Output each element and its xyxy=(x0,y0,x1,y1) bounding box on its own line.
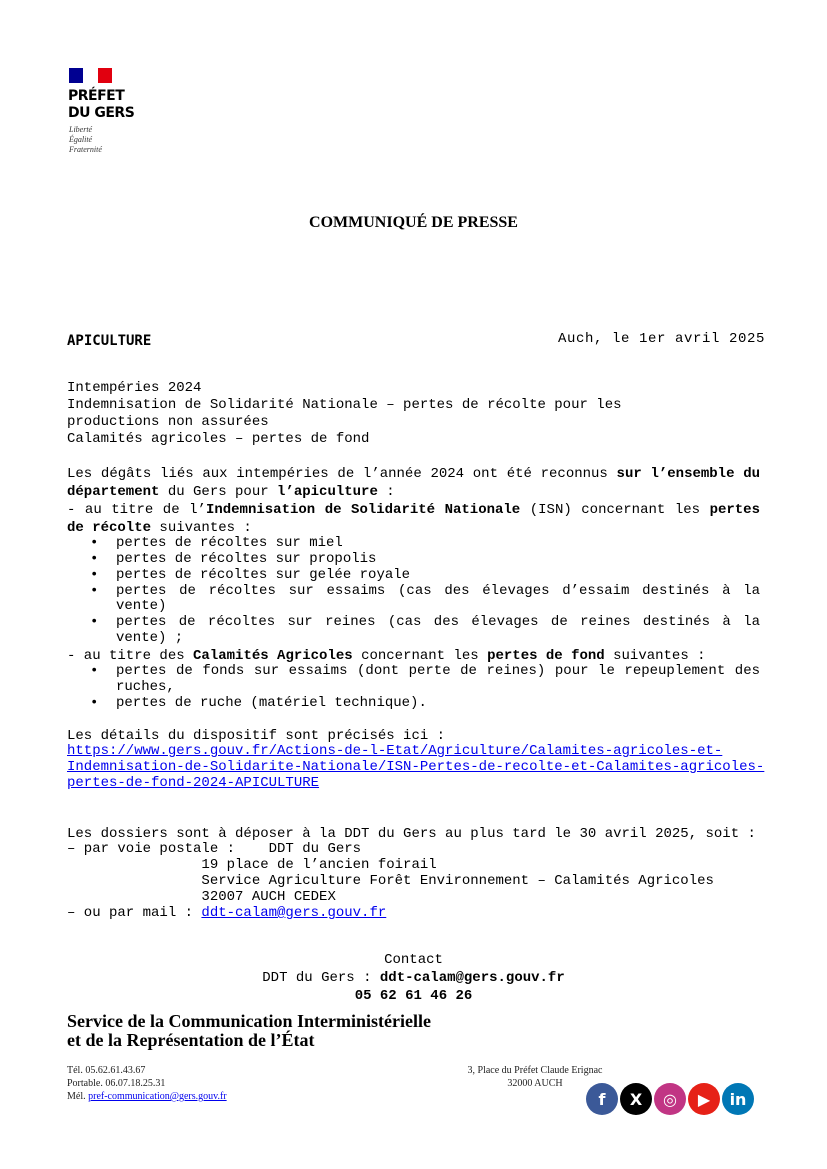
bullet-icon: • xyxy=(90,614,99,630)
bold-text: pertes de fond xyxy=(487,648,605,664)
text-segment: - au titre de l’ xyxy=(67,502,206,518)
bullet-icon: • xyxy=(90,695,99,711)
text-segment: pertes de récoltes sur gelée royale xyxy=(116,567,411,583)
text-segment: pertes de récoltes sur miel xyxy=(116,535,343,551)
address-line: 3, Place du Préfet Claude Erignac xyxy=(467,1065,603,1076)
text-segment: productions non assurées xyxy=(67,414,269,430)
footer-email-link[interactable]: pref-communication@gers.gouv.fr xyxy=(88,1091,227,1102)
footer-mel xyxy=(67,1090,227,1103)
text-segment: (ISN) concernant les xyxy=(520,502,710,518)
text-line xyxy=(67,841,760,857)
text-line xyxy=(67,889,760,905)
contact-line xyxy=(0,970,827,986)
link-line: https://www.gers.gouv.fr/Actions-de-l-Etat/Agriculture/Calamites-agricoles-et- xyxy=(67,743,723,759)
footer-tel: Tél. 05.62.61.43.67 xyxy=(67,1065,146,1076)
text-line xyxy=(67,648,760,664)
contact-email: ddt-calam@gers.gouv.fr xyxy=(379,970,565,986)
text-line xyxy=(67,431,760,447)
text-line xyxy=(67,484,760,500)
text-segment: Les détails du dispositif sont précisés ici : xyxy=(67,728,446,744)
text-line xyxy=(90,663,760,679)
bullet-icon: • xyxy=(90,663,99,679)
text-segment: ruches, xyxy=(116,679,175,695)
motto-line: Liberté xyxy=(69,125,93,134)
text-line xyxy=(90,583,760,599)
service-line: Service de la Communication Interministérielle xyxy=(67,1011,431,1031)
contact-label: DDT du Gers : xyxy=(262,970,380,986)
text-segment: Les dégâts liés aux intempéries de l’année 2024 ont été reconnus xyxy=(67,466,617,482)
bold-text: sur l’ensemble du xyxy=(616,466,760,482)
text-line xyxy=(116,598,760,614)
logo-line: DU GERS xyxy=(68,105,135,121)
service-line: et de la Représentation de l’État xyxy=(67,1030,315,1050)
text-segment: Indemnisation de Solidarité Nationale – pertes de récolte pour les xyxy=(67,397,622,413)
text-line xyxy=(67,414,760,430)
text-segment: Intempéries 2024 xyxy=(67,380,202,396)
text-segment: pertes de récoltes sur essaims (cas des élevages d’essaim destinés à la xyxy=(116,583,760,599)
text-segment: 32007 AUCH CEDEX xyxy=(67,889,336,905)
text-segment: suivantes : xyxy=(604,648,706,664)
document-title: COMMUNIQUÉ DE PRESSE xyxy=(309,214,518,231)
text-line xyxy=(90,695,760,711)
bullet-icon: • xyxy=(90,567,99,583)
bold-text: de récolte xyxy=(67,520,152,536)
details-link[interactable] xyxy=(67,743,764,791)
text-line xyxy=(67,826,760,842)
social-links xyxy=(586,1083,754,1115)
bullet-icon: • xyxy=(90,583,99,599)
mail-prefix: – ou par mail : xyxy=(67,905,202,921)
french-flag-logo xyxy=(69,68,112,83)
bold-text: département xyxy=(67,484,160,500)
facebook-icon[interactable]: f xyxy=(586,1083,618,1115)
link-line: pertes-de-fond-2024-APICULTURE xyxy=(67,775,320,791)
text-segment: 19 place de l’ancien foirail xyxy=(67,857,437,873)
text-line xyxy=(90,567,760,583)
logo-line: PRÉFET xyxy=(68,88,125,104)
text-segment: Service Agriculture Forêt Environnement – Calamités Agricoles xyxy=(67,873,714,889)
contact-phone: 05 62 61 46 26 xyxy=(354,988,473,1004)
text-segment: pertes de ruche (matériel technique). xyxy=(116,695,427,711)
text-line xyxy=(67,466,760,482)
service-name xyxy=(67,1012,431,1050)
mail-line xyxy=(67,905,760,921)
text-line xyxy=(67,857,760,873)
motto-line: Égalité xyxy=(69,135,93,144)
text-segment: pertes de récoltes sur reines (cas des élevages de reines destinés à la xyxy=(116,614,760,630)
mel-label: Mél. xyxy=(67,1091,89,1102)
text-line xyxy=(90,551,760,567)
date: Auch, le 1er avril 2025 xyxy=(557,331,765,347)
address-line: 32000 AUCH xyxy=(507,1078,563,1089)
x-icon[interactable]: X xyxy=(620,1083,652,1115)
bullet-icon: • xyxy=(90,535,99,551)
footer-portable: Portable. 06.07.18.25.31 xyxy=(67,1078,166,1089)
text-line xyxy=(67,380,760,396)
text-segment: pertes de récoltes sur propolis xyxy=(116,551,377,567)
text-segment: - au titre des xyxy=(67,648,194,664)
text-line xyxy=(67,520,760,536)
text-line xyxy=(67,397,760,413)
instagram-icon[interactable]: ◎ xyxy=(654,1083,686,1115)
mail-link[interactable]: ddt-calam@gers.gouv.fr xyxy=(201,905,387,921)
text-segment: Calamités agricoles – pertes de fond xyxy=(67,431,370,447)
bold-text: Indemnisation de Solidarité Nationale xyxy=(205,502,521,518)
text-segment: concernant les xyxy=(352,648,488,664)
prefet-logo-text xyxy=(68,88,134,122)
text-segment: pertes de fonds sur essaims (dont perte de reines) pour le repeuplement des xyxy=(116,663,760,679)
text-line xyxy=(116,630,760,646)
bold-text: Calamités Agricoles xyxy=(193,648,353,664)
topic-label: APICULTURE xyxy=(67,333,152,349)
bold-text: l’apiculture xyxy=(277,484,378,500)
link-line: Indemnisation-de-Solidarite-Nationale/ISN-Pertes-de-recolte-et-Calamites-agricoles- xyxy=(67,759,765,775)
text-segment: du Gers pour xyxy=(159,484,278,500)
motto xyxy=(69,125,102,155)
text-segment: Les dossiers sont à déposer à la DDT du Gers au plus tard le 30 avril 2025, soit : xyxy=(67,826,756,842)
bold-text: pertes xyxy=(709,502,760,518)
text-segment: vente) ; xyxy=(116,630,184,646)
text-segment: – par voie postale : DDT du Gers xyxy=(67,841,362,857)
motto-line: Fraternité xyxy=(69,145,102,154)
linkedin-icon[interactable]: in xyxy=(722,1083,754,1115)
bullet-icon: • xyxy=(90,551,99,567)
text-line xyxy=(67,728,760,744)
text-segment: vente) xyxy=(116,598,167,614)
footer-contact xyxy=(67,1064,227,1103)
contact-heading: Contact xyxy=(384,952,443,968)
youtube-icon[interactable]: ▶ xyxy=(688,1083,720,1115)
text-line xyxy=(116,679,760,695)
text-line xyxy=(67,873,760,889)
text-line xyxy=(90,614,760,630)
details-link-block xyxy=(67,743,764,791)
text-line xyxy=(67,502,760,518)
text-segment: : xyxy=(377,484,395,500)
text-line xyxy=(90,535,760,551)
text-segment: suivantes : xyxy=(151,520,252,536)
